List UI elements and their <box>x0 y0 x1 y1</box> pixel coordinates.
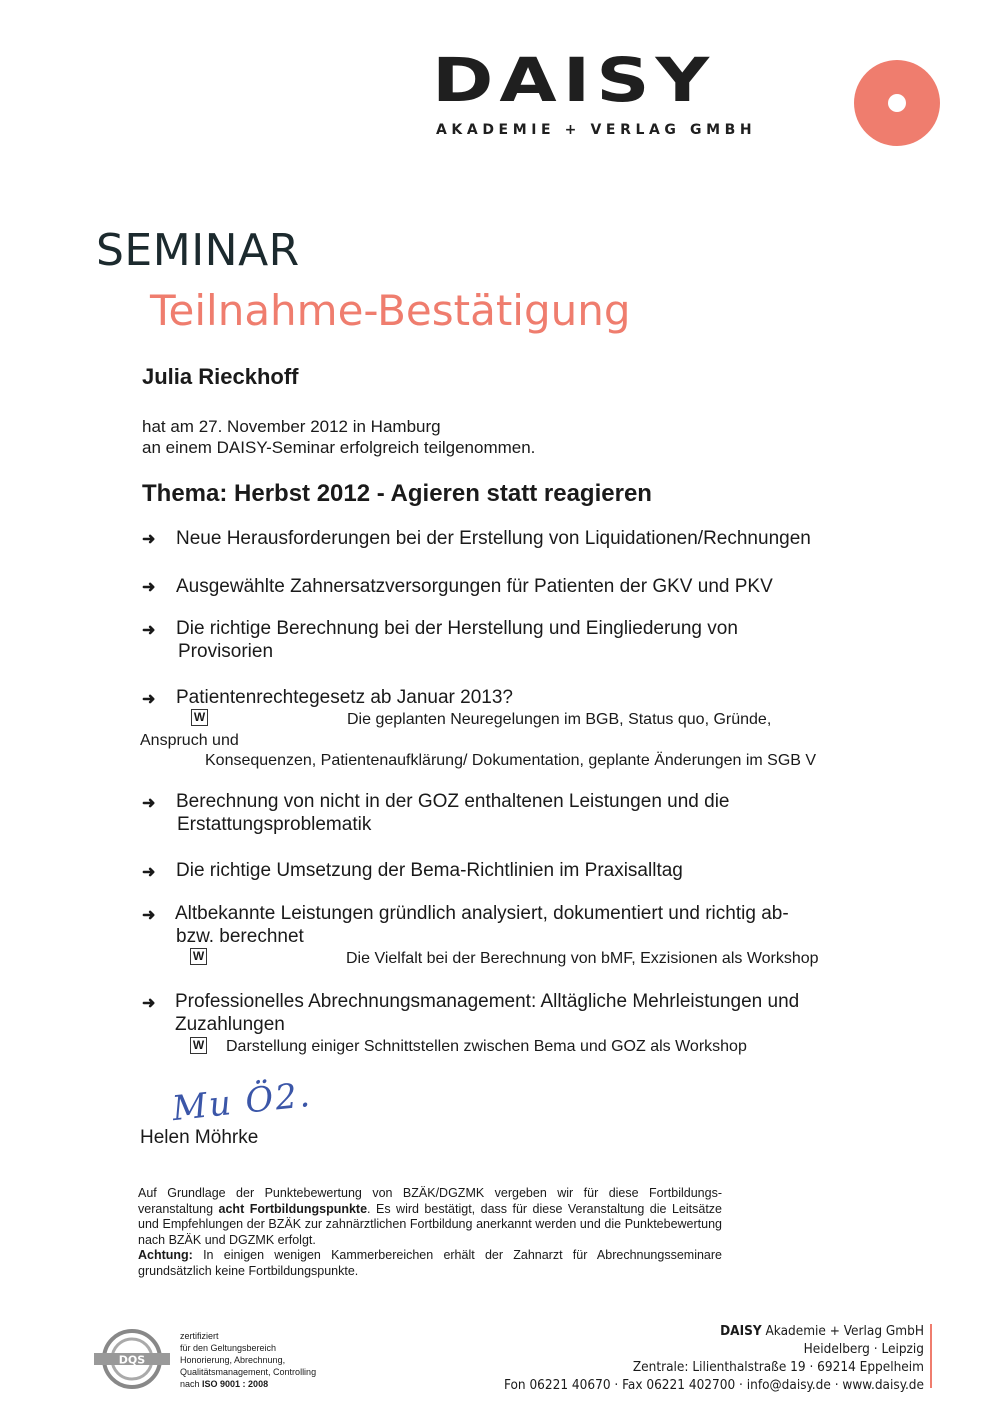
certification-text: zertifiziert für den Geltungsbereich Honorierung, Abrechnung, Qualitätsmanagement, Controlling nach ISO 9001 : 2008 <box>180 1331 317 1389</box>
topic-item-7-detail: Die Vielfalt bei der Berechnung von bMF, Exzisionen als Workshop <box>346 950 819 967</box>
points-note-paragraph-1: Auf Grundlage der Punktebewertung von BZÄK/DGZMK vergeben wir für diese Fortbildungs-veranstaltung acht Fortbildungspunkte. Es wird bestätigt, dass für diese Veranstaltung die Leitsätze und Empfehlungen der BZÄK zur zahnärztlichen Fortbildung anerkannt werden und die Punktebewertung nach BZÄK und DGZMK erfolgt. <box>138 1186 722 1247</box>
handwritten-signature: Mu Ö2. <box>170 1074 314 1130</box>
topic-item-3-line-2: Provisorien <box>178 641 274 662</box>
points-note <box>138 1186 722 1279</box>
checkbox-icon: W <box>191 709 208 726</box>
daisy-logo-circle-icon <box>852 58 942 148</box>
seminar-topic: Thema: Herbst 2012 - Agieren statt reagieren <box>142 480 652 507</box>
topic-item-2: Ausgewählte Zahnersatzversorgungen für Patienten der GKV und PKV <box>176 576 773 597</box>
topic-item-4-detail-3: Konsequenzen, Patientenaufklärung/ Dokumentation, geplante Änderungen im SGB V <box>205 752 817 769</box>
arrow-icon: ➜ <box>142 531 156 548</box>
daisy-logo-wordmark: DAISY <box>432 45 716 116</box>
footer-company: DAISY Akademie + Verlag GmbH <box>720 1323 924 1339</box>
arrow-icon: ➜ <box>142 795 156 812</box>
arrow-icon: ➜ <box>142 579 156 596</box>
intro-line-2: an einem DAISY-Seminar erfolgreich teilgenommen. <box>142 438 536 457</box>
footer-accent-bar <box>930 1324 932 1388</box>
topic-item-5-line-1: Berechnung von nicht in der GOZ enthaltenen Leistungen und die <box>176 791 730 812</box>
dqs-certification-logo <box>92 1328 172 1390</box>
checkbox-icon: W <box>190 948 207 965</box>
footer-contact: Fon 06221 40670 · Fax 06221 402700 · info@daisy.de · www.daisy.de <box>503 1377 924 1393</box>
topic-item-7-line-1: Altbekannte Leistungen gründlich analysiert, dokumentiert und richtig ab- <box>175 903 789 924</box>
topic-item-7 <box>175 902 865 925</box>
topic-item-3 <box>176 617 866 663</box>
participant-name: Julia Rieckhoff <box>142 364 299 389</box>
dqs-badge-text: DQS <box>118 1353 146 1367</box>
arrow-icon: ➜ <box>142 691 156 708</box>
topic-item-4-detail-2: Anspruch und <box>140 732 239 749</box>
topic-item-1: Neue Herausforderungen bei der Erstellung von Liquidationen/Rechnungen <box>176 528 811 549</box>
topic-item-5 <box>176 790 866 836</box>
topic-item-4-detail-1: Die geplanten Neuregelungen im BGB, Status quo, Gründe, <box>347 711 772 728</box>
daisy-logo-subtitle: AKADEMIE + VERLAG GMBH <box>436 122 757 138</box>
arrow-icon: ➜ <box>142 864 156 881</box>
footer-address: Zentrale: Lilienthalstraße 19 · 69214 Eppelheim <box>632 1359 924 1375</box>
intro-line-1: hat am 27. November 2012 in Hamburg <box>142 417 441 436</box>
topic-item-4: Patientenrechtegesetz ab Januar 2013? <box>176 687 513 708</box>
topic-item-7-line-2: bzw. berechnet <box>176 926 304 947</box>
topic-item-5-line-2: Erstattungsproblematik <box>177 814 372 835</box>
points-note-paragraph-2: Achtung: In einigen wenigen Kammerbereichen erhält der Zahnarzt für Abrechnungsseminare grundsätzlich keine Fortbildungspunkte. <box>138 1248 722 1278</box>
topic-item-3-line-1: Die richtige Berechnung bei der Herstellung und Eingliederung von <box>176 618 738 639</box>
topic-item-8-line-1: Professionelles Abrechnungsmanagement: Alltägliche Mehrleistungen und <box>175 991 800 1012</box>
footer-locations: Heidelberg · Leipzig <box>803 1341 924 1357</box>
topic-item-8-line-2: Zuzahlungen <box>175 1014 285 1035</box>
topic-item-8-detail: Darstellung einiger Schnittstellen zwischen Bema und GOZ als Workshop <box>226 1038 747 1055</box>
topic-item-8 <box>175 990 865 1036</box>
certificate-title: Teilnahme-Bestätigung <box>150 286 631 335</box>
checkbox-icon: W <box>190 1037 207 1054</box>
arrow-icon: ➜ <box>142 622 156 639</box>
topic-item-6: Die richtige Umsetzung der Bema-Richtlinien im Praxisalltag <box>176 860 683 881</box>
seminar-heading: SEMINAR <box>96 225 300 276</box>
arrow-icon: ➜ <box>142 995 156 1012</box>
arrow-icon: ➜ <box>142 907 156 924</box>
signer-name: Helen Möhrke <box>140 1127 259 1148</box>
company-footer <box>504 1322 924 1394</box>
intro-text <box>142 416 535 458</box>
